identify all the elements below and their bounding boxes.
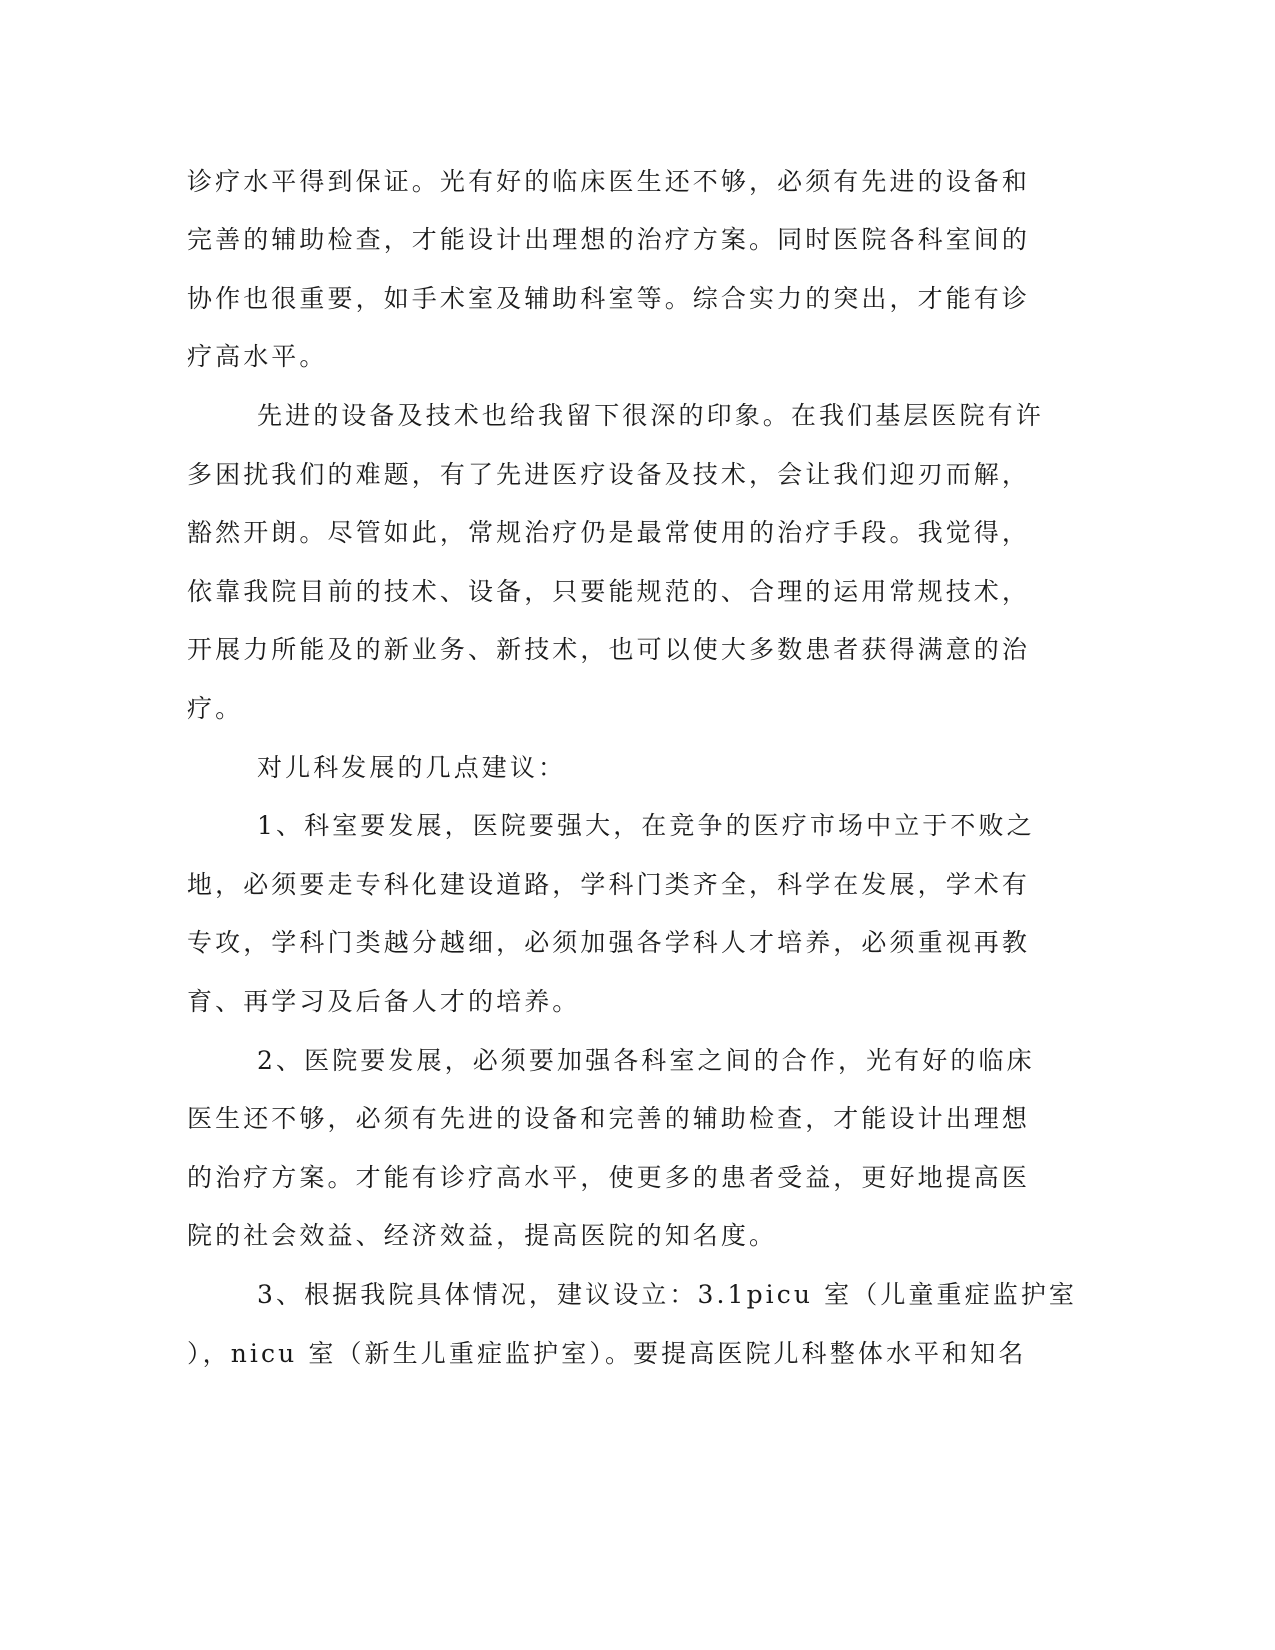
section-heading: 对儿科发展的几点建议：	[257, 753, 567, 782]
text-line: 诊疗水平得到保证。光有好的临床医生还不够，必须有先进的设备和	[187, 167, 1031, 196]
text-line: 1、科室要发展，医院要强大，在竞争的医疗市场中立于不败之	[257, 811, 1035, 840]
text-line: 开展力所能及的新业务、新技术，也可以使大多数患者获得满意的治	[187, 635, 1031, 664]
text-line: 3、根据我院具体情况，建议设立：3.1picu 室（儿童重症监护室	[257, 1280, 1078, 1309]
text-line: 先进的设备及技术也给我留下很深的印象。在我们基层医院有许	[257, 401, 1044, 430]
text-line: 豁然开朗。尽管如此，常规治疗仍是最常使用的治疗手段。我觉得，	[187, 518, 1031, 547]
text-line: 的治疗方案。才能有诊疗高水平，使更多的患者受益，更好地提高医	[187, 1163, 1031, 1192]
text-line: 院的社会效益、经济效益，提高医院的知名度。	[187, 1221, 778, 1250]
text-line: 地，必须要走专科化建设道路，学科门类齐全，科学在发展，学术有	[187, 870, 1031, 899]
text-line: 多困扰我们的难题，有了先进医疗设备及技术，会让我们迎刃而解，	[187, 460, 1031, 489]
text-line: ），nicu 室（新生儿重症监护室）。要提高医院儿科整体水平和知名	[187, 1339, 1027, 1368]
text-line: 专攻，学科门类越分越细，必须加强各学科人才培养，必须重视再教	[187, 928, 1031, 957]
text-line: 医生还不够，必须有先进的设备和完善的辅助检查，才能设计出理想	[187, 1104, 1031, 1133]
text-line: 完善的辅助检查，才能设计出理想的治疗方案。同时医院各科室间的	[187, 225, 1031, 254]
text-line: 育、再学习及后备人才的培养。	[187, 987, 581, 1016]
text-line: 依靠我院目前的技术、设备，只要能规范的、合理的运用常规技术，	[187, 577, 1031, 606]
text-line: 疗。	[187, 694, 244, 723]
text-line: 2、医院要发展，必须要加强各科室之间的合作，光有好的临床	[257, 1046, 1035, 1075]
text-line: 协作也很重要，如手术室及辅助科室等。综合实力的突出，才能有诊	[187, 284, 1031, 313]
text-line: 疗高水平。	[187, 342, 328, 371]
